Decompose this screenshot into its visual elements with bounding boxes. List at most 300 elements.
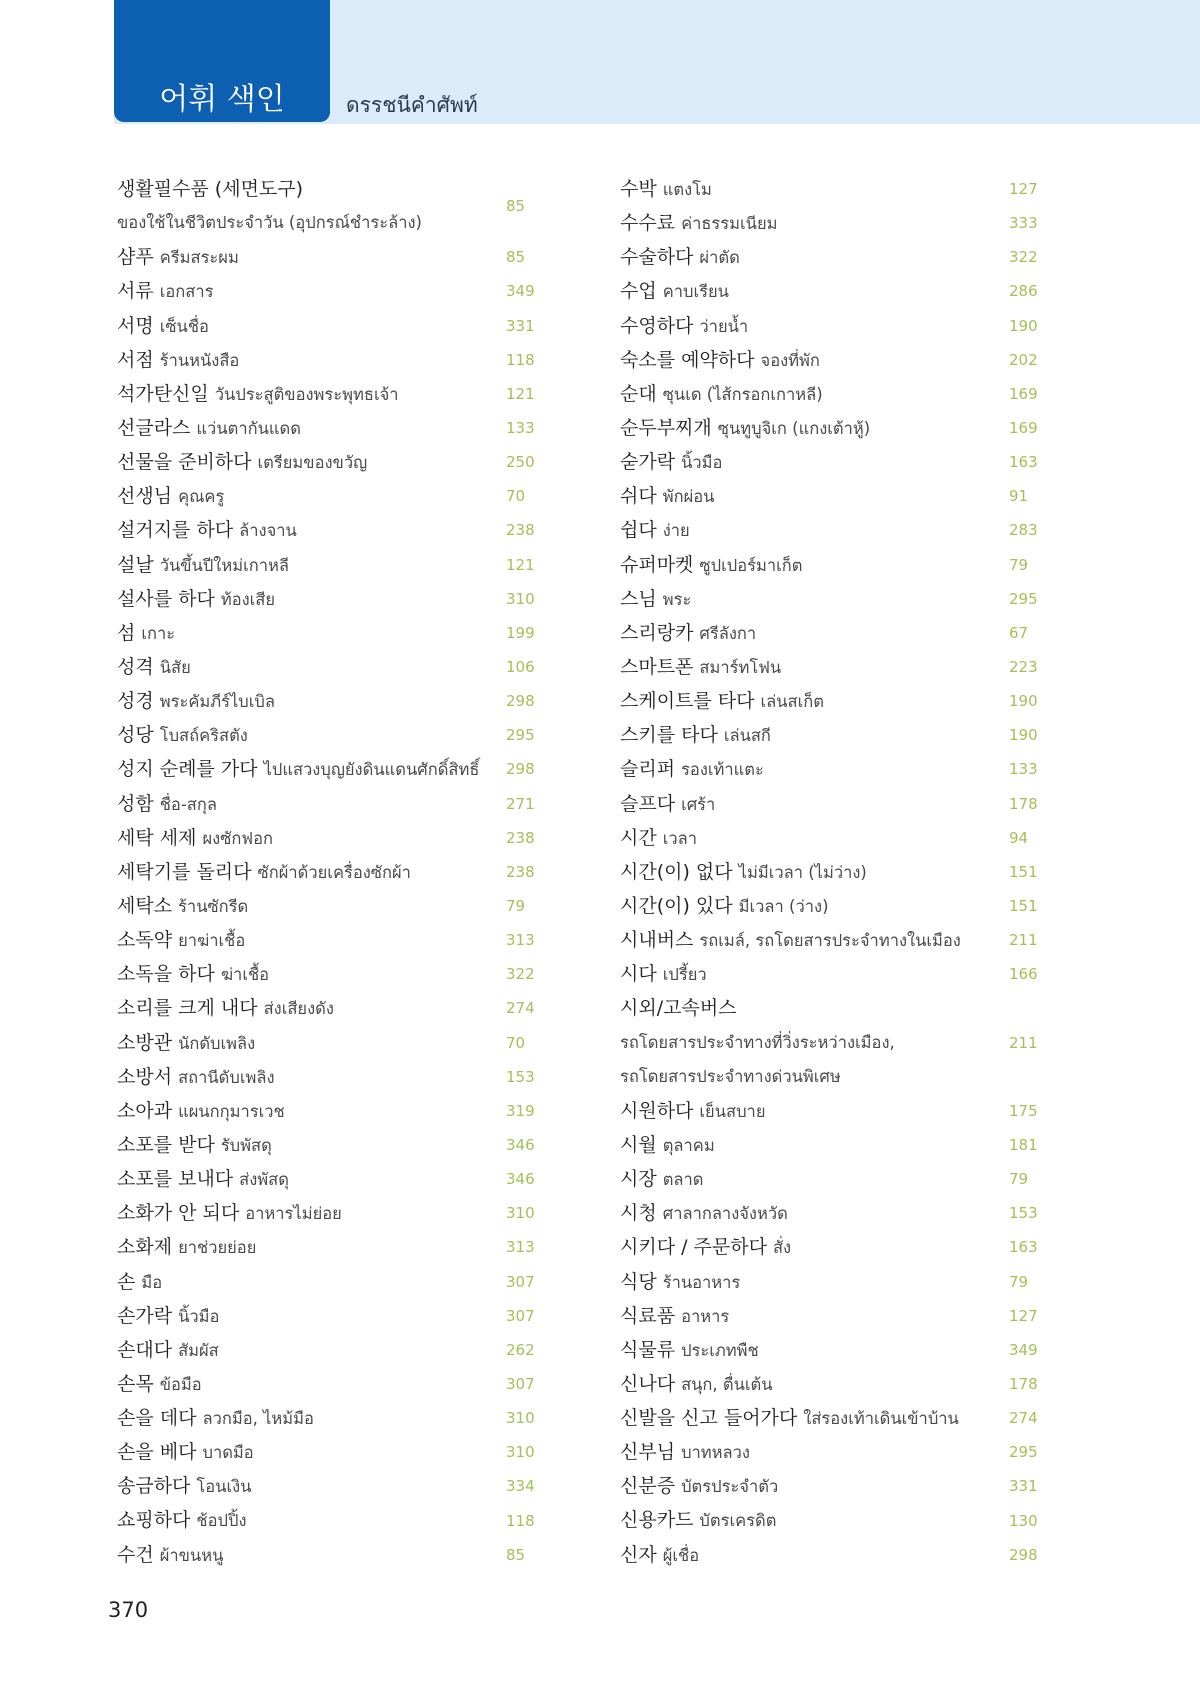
thai-translation: บัตรประจำตัว — [681, 1477, 779, 1497]
thai-translation: ศาลากลางจังหวัด — [662, 1204, 788, 1224]
korean-term: 소리를 크게 내다 — [117, 997, 258, 1020]
page-reference: 163 — [1009, 1238, 1038, 1257]
thai-translation: เศร้า — [681, 794, 716, 814]
entry-term — [117, 1435, 506, 1469]
entry-term — [620, 411, 1009, 445]
page-reference: 118 — [506, 1511, 535, 1530]
entry-term — [117, 240, 506, 274]
page-reference: 202 — [1009, 350, 1038, 369]
korean-term: 선생님 — [117, 485, 173, 508]
entry-line — [117, 1094, 506, 1128]
entry-term — [117, 172, 506, 240]
entry-line — [117, 889, 506, 923]
thai-translation: เซ็นชื่อ — [159, 316, 209, 336]
index-entry — [117, 1196, 557, 1230]
thai-translation: นักดับเพลิง — [178, 1033, 256, 1053]
thai-translation: วันประสูติของพระพุทธเจ้า — [214, 384, 399, 404]
thai-translation: ส่งพัสดุ — [239, 1170, 289, 1190]
thai-translation: จองที่พัก — [760, 350, 820, 370]
index-entry — [117, 1026, 557, 1060]
page-reference: 190 — [1009, 726, 1038, 745]
page-reference: 121 — [506, 384, 535, 403]
korean-term: 세탁소 — [117, 894, 173, 917]
korean-term: 손 — [117, 1270, 136, 1293]
index-entry — [620, 309, 1060, 343]
index-entry — [117, 377, 557, 411]
entry-term — [620, 343, 1009, 377]
korean-term: 시월 — [620, 1133, 657, 1156]
index-entry — [620, 513, 1060, 547]
korean-term: 수업 — [620, 280, 657, 303]
korean-term: 소아과 — [117, 1099, 173, 1122]
korean-term: 소화가 안 되다 — [117, 1202, 240, 1225]
entry-line — [620, 1060, 1009, 1094]
entry-line — [620, 650, 1009, 684]
entry-term — [620, 1333, 1009, 1367]
page-reference: 85 — [506, 197, 526, 216]
entry-line — [620, 1469, 1009, 1503]
page-reference: 274 — [506, 999, 535, 1018]
korean-term: 손을 베다 — [117, 1441, 197, 1464]
thai-translation: คาบเรียน — [662, 282, 729, 302]
entry-term — [620, 991, 1009, 1093]
page-reference: 331 — [1009, 1477, 1038, 1496]
entry-term — [117, 479, 506, 513]
entry-line — [117, 206, 506, 240]
index-entry — [620, 1503, 1060, 1537]
entry-term — [117, 1265, 506, 1299]
entry-term — [117, 991, 506, 1025]
korean-term: 슈퍼마켓 — [620, 553, 694, 576]
entry-term — [620, 1265, 1009, 1299]
korean-term: 시청 — [620, 1202, 657, 1225]
index-entry — [117, 1333, 557, 1367]
entry-line — [620, 172, 1009, 206]
index-entry — [117, 821, 557, 855]
page-reference: 333 — [1009, 214, 1038, 233]
korean-term: 설거지를 하다 — [117, 519, 234, 542]
entry-line — [117, 445, 506, 479]
korean-term: 시키다 / 주문하다 — [620, 1236, 767, 1259]
thai-translation: ใส่รองเท้าเดินเข้าบ้าน — [803, 1409, 959, 1429]
section-title: 어휘 색인 — [159, 82, 285, 117]
korean-term: 손목 — [117, 1372, 154, 1395]
index-entry — [117, 957, 557, 991]
entry-term — [620, 513, 1009, 547]
page-reference: 295 — [1009, 589, 1038, 608]
korean-term: 스리랑카 — [620, 621, 694, 644]
entry-line — [117, 343, 506, 377]
entry-term — [117, 1401, 506, 1435]
korean-term: 수수료 — [620, 212, 676, 235]
entry-line — [620, 787, 1009, 821]
index-entry — [117, 1538, 557, 1572]
page-reference: 153 — [506, 1067, 535, 1086]
entry-line — [620, 1162, 1009, 1196]
page-reference: 238 — [506, 521, 535, 540]
entry-term — [620, 582, 1009, 616]
korean-term: 샴푸 — [117, 246, 154, 269]
entry-term — [117, 1128, 506, 1162]
korean-term: 신부님 — [620, 1441, 676, 1464]
thai-translation: ค่าธรรมเนียม — [681, 214, 778, 234]
thai-translation: สถานีดับเพลิง — [178, 1067, 275, 1087]
index-entry — [620, 1230, 1060, 1264]
entry-line — [620, 821, 1009, 855]
entry-line — [117, 1162, 506, 1196]
index-entry — [117, 343, 557, 377]
korean-term: 성함 — [117, 792, 154, 815]
thai-translation: ซุนทูบูจิเก (แกงเต้าหู้) — [717, 418, 871, 438]
thai-translation: รถเมล์, รถโดยสารประจำทางในเมือง — [699, 931, 961, 951]
entry-line — [620, 889, 1009, 923]
thai-translation: เย็นสบาย — [699, 1101, 766, 1121]
entry-term — [117, 377, 506, 411]
entry-term — [620, 1299, 1009, 1333]
thai-translation: เกาะ — [141, 623, 176, 643]
korean-term: 쉬다 — [620, 485, 657, 508]
korean-term: 쉽다 — [620, 519, 657, 542]
entry-line — [117, 650, 506, 684]
korean-term: 순두부찌개 — [620, 416, 712, 439]
entry-term — [620, 172, 1009, 206]
entry-term — [117, 889, 506, 923]
index-entry — [117, 274, 557, 308]
entry-term — [620, 548, 1009, 582]
korean-term: 숟가락 — [620, 451, 676, 474]
entry-term — [620, 855, 1009, 889]
korean-term: 선글라스 — [117, 416, 191, 439]
index-entry — [117, 1060, 557, 1094]
thai-translation: บาทหลวง — [681, 1443, 750, 1463]
korean-term: 신용카드 — [620, 1509, 694, 1532]
entry-line — [117, 787, 506, 821]
korean-term: 소방관 — [117, 1031, 173, 1054]
entry-term — [620, 377, 1009, 411]
index-entry — [620, 650, 1060, 684]
thai-translation: เล่นสเก็ต — [760, 692, 824, 712]
entry-line — [117, 479, 506, 513]
entry-term — [620, 752, 1009, 786]
entry-line — [620, 479, 1009, 513]
korean-term: 시원하다 — [620, 1099, 694, 1122]
entry-line — [620, 1196, 1009, 1230]
entry-term — [117, 274, 506, 308]
page-reference: 70 — [506, 1033, 526, 1052]
index-entry — [620, 172, 1060, 206]
index-entry — [620, 923, 1060, 957]
page-reference: 274 — [1009, 1409, 1038, 1428]
korean-term: 식물류 — [620, 1338, 676, 1361]
entry-term — [620, 309, 1009, 343]
korean-term: 성지 순례를 가다 — [117, 758, 258, 781]
entry-term — [620, 206, 1009, 240]
entry-line — [620, 411, 1009, 445]
index-entry — [117, 1265, 557, 1299]
entry-term — [117, 616, 506, 650]
entry-term — [620, 1435, 1009, 1469]
entry-term — [117, 513, 506, 547]
entry-line — [620, 309, 1009, 343]
entry-term — [117, 957, 506, 991]
index-entry — [620, 548, 1060, 582]
korean-term: 시외/고속버스 — [620, 997, 737, 1020]
index-entry — [117, 650, 557, 684]
index-entry — [620, 1367, 1060, 1401]
entry-term — [117, 1333, 506, 1367]
thai-translation: บัตรเครดิต — [699, 1511, 777, 1531]
thai-translation: โบสถ์คริสตัง — [159, 726, 248, 746]
entry-line — [620, 752, 1009, 786]
entry-line — [117, 240, 506, 274]
korean-term: 설날 — [117, 553, 154, 576]
korean-term: 시간(이) 없다 — [620, 860, 733, 883]
thai-translation: ยาฆ่าเชื้อ — [178, 931, 246, 951]
entry-term — [117, 1503, 506, 1537]
entry-term — [620, 1503, 1009, 1537]
entry-term — [620, 1538, 1009, 1572]
entry-line — [117, 377, 506, 411]
index-entry — [117, 889, 557, 923]
page-reference: 79 — [1009, 1170, 1029, 1189]
page-reference: 166 — [1009, 965, 1038, 984]
entry-line — [620, 1503, 1009, 1537]
korean-term: 성경 — [117, 690, 154, 713]
index-entry — [620, 684, 1060, 718]
korean-term: 섬 — [117, 621, 136, 644]
entry-line — [117, 855, 506, 889]
korean-term: 손대다 — [117, 1338, 173, 1361]
thai-translation: ร้านหนังสือ — [159, 350, 240, 370]
thai-translation: วันขึ้นปีใหม่เกาหลี — [159, 555, 289, 575]
thai-translation: เล่นสกี — [723, 726, 771, 746]
page-reference: 238 — [506, 828, 535, 847]
korean-term: 소독약 — [117, 929, 173, 952]
page-reference: 295 — [506, 726, 535, 745]
page-reference: 153 — [1009, 1204, 1038, 1223]
entry-line — [117, 411, 506, 445]
entry-term — [620, 274, 1009, 308]
thai-translation: ท้องเสีย — [220, 589, 276, 609]
entry-line — [117, 1401, 506, 1435]
index-entry — [620, 616, 1060, 650]
entry-line — [620, 1299, 1009, 1333]
page-reference: 106 — [506, 658, 535, 677]
thai-translation: ลวกมือ, ไหม้มือ — [202, 1409, 314, 1429]
page-reference: 310 — [506, 589, 535, 608]
korean-term: 숙소를 예약하다 — [620, 348, 755, 371]
page-reference: 85 — [506, 248, 526, 267]
page-reference: 85 — [506, 1545, 526, 1564]
index-column-right — [620, 172, 1060, 1572]
page-reference: 322 — [1009, 248, 1038, 267]
thai-translation: เอกสาร — [159, 282, 214, 302]
index-entry — [117, 172, 557, 240]
korean-term: 설사를 하다 — [117, 587, 215, 610]
entry-line — [620, 548, 1009, 582]
index-entry — [620, 1538, 1060, 1572]
thai-translation: พระคัมภีร์ไบเบิล — [159, 692, 275, 712]
korean-term: 시다 — [620, 963, 657, 986]
index-entry — [620, 377, 1060, 411]
thai-translation: ซุนเด (ไส้กรอกเกาหลี) — [662, 384, 823, 404]
thai-translation: ชื่อ-สกุล — [159, 794, 217, 814]
entry-line — [620, 343, 1009, 377]
entry-line — [117, 1469, 506, 1503]
korean-term: 수건 — [117, 1543, 154, 1566]
entry-line — [117, 1128, 506, 1162]
thai-translation: ง่าย — [662, 521, 690, 541]
entry-term — [117, 1469, 506, 1503]
page-reference: 295 — [1009, 1443, 1038, 1462]
korean-term: 시간 — [620, 826, 657, 849]
entry-term — [620, 479, 1009, 513]
korean-term: 손가락 — [117, 1304, 173, 1327]
thai-translation: ไม่มีเวลา (ไม่ว่าง) — [738, 862, 867, 882]
entry-line — [620, 684, 1009, 718]
entry-term — [620, 1367, 1009, 1401]
index-entry — [620, 1094, 1060, 1128]
index-entry — [117, 991, 557, 1025]
entry-line — [117, 752, 506, 786]
index-entry — [117, 923, 557, 957]
korean-term: 수술하다 — [620, 246, 694, 269]
entry-line — [117, 1196, 506, 1230]
entry-term — [620, 684, 1009, 718]
entry-line — [620, 1265, 1009, 1299]
thai-translation: พระ — [662, 589, 692, 609]
entry-line — [620, 1230, 1009, 1264]
entry-line — [117, 1503, 506, 1537]
thai-translation: ครีมสระผม — [159, 248, 239, 268]
index-column-left — [117, 172, 557, 1572]
index-entry — [117, 718, 557, 752]
thai-translation: ศรีลังกา — [699, 623, 757, 643]
index-entry — [117, 1367, 557, 1401]
page-reference: 190 — [1009, 316, 1038, 335]
entry-line — [117, 1367, 506, 1401]
index-entry — [117, 1128, 557, 1162]
index-entry — [117, 445, 557, 479]
index-entry — [620, 1435, 1060, 1469]
page-reference: 127 — [1009, 1306, 1038, 1325]
korean-term: 성당 — [117, 724, 154, 747]
index-entry — [117, 582, 557, 616]
entry-term — [620, 923, 1009, 957]
thai-translation: รองเท้าแตะ — [681, 760, 764, 780]
index-entry — [117, 1230, 557, 1264]
thai-translation: นิ้วมือ — [178, 1306, 220, 1326]
page-reference: 307 — [506, 1272, 535, 1291]
thai-translation: ผ่าตัด — [699, 248, 740, 268]
page-reference: 91 — [1009, 487, 1029, 506]
index-entry — [117, 1469, 557, 1503]
korean-term: 석가탄신일 — [117, 382, 209, 405]
entry-term — [117, 787, 506, 821]
entry-line — [117, 274, 506, 308]
index-entry — [117, 855, 557, 889]
index-entry — [117, 513, 557, 547]
page-reference: 133 — [506, 419, 535, 438]
index-entry — [117, 1503, 557, 1537]
page-reference: 349 — [1009, 1340, 1038, 1359]
korean-term: 스케이트를 타다 — [620, 690, 755, 713]
page-reference: 79 — [1009, 555, 1029, 574]
entry-term — [117, 1060, 506, 1094]
entry-term — [117, 1299, 506, 1333]
index-entry — [117, 787, 557, 821]
section-subtitle: ดรรชนีคำศัพท์ — [346, 93, 478, 117]
page-reference: 313 — [506, 931, 535, 950]
entry-line — [117, 1265, 506, 1299]
entry-line — [117, 957, 506, 991]
entry-term — [117, 684, 506, 718]
thai-translation: ยาช่วยย่อย — [178, 1238, 257, 1258]
page-reference: 271 — [506, 794, 535, 813]
page-reference: 283 — [1009, 521, 1038, 540]
index-entry — [620, 206, 1060, 240]
page-reference: 151 — [1009, 897, 1038, 916]
entry-term — [620, 240, 1009, 274]
thai-translation: ผ้าขนหนู — [159, 1545, 224, 1565]
index-entry — [620, 957, 1060, 991]
page-reference: 319 — [506, 1101, 535, 1120]
korean-term: 스마트폰 — [620, 655, 694, 678]
page-reference: 262 — [506, 1340, 535, 1359]
index-entry — [620, 1265, 1060, 1299]
korean-term: 시내버스 — [620, 929, 694, 952]
page-reference: 211 — [1009, 931, 1038, 950]
entry-line — [620, 616, 1009, 650]
entry-line — [117, 309, 506, 343]
entry-line — [620, 1026, 1009, 1060]
page-reference: 67 — [1009, 623, 1029, 642]
page-reference: 307 — [506, 1374, 535, 1393]
page-reference: 163 — [1009, 453, 1038, 472]
page-reference: 307 — [506, 1306, 535, 1325]
entry-line — [117, 1538, 506, 1572]
index-entry — [620, 787, 1060, 821]
korean-term: 슬프다 — [620, 792, 676, 815]
thai-translation: ร้านซักรีด — [178, 896, 249, 916]
thai-translation: เปรี้ยว — [662, 965, 707, 985]
entry-line — [117, 1060, 506, 1094]
thai-translation: ร้านอาหาร — [662, 1272, 741, 1292]
korean-term: 세탁기를 돌리다 — [117, 860, 252, 883]
entry-term — [620, 1162, 1009, 1196]
index-entry — [620, 1162, 1060, 1196]
entry-line — [620, 1401, 1009, 1435]
index-entry — [620, 821, 1060, 855]
entry-term — [117, 821, 506, 855]
page-reference: 298 — [506, 692, 535, 711]
index-entry — [620, 1128, 1060, 1162]
page-reference: 169 — [1009, 384, 1038, 403]
page-reference: 238 — [506, 862, 535, 881]
entry-term — [117, 1162, 506, 1196]
entry-line — [117, 1333, 506, 1367]
page-reference: 310 — [506, 1204, 535, 1223]
entry-term — [620, 616, 1009, 650]
index-entry — [117, 240, 557, 274]
page-reference: 331 — [506, 316, 535, 335]
thai-translation: โอนเงิน — [196, 1477, 252, 1497]
page-reference: 133 — [1009, 760, 1038, 779]
thai-translation: ซูปเปอร์มาเก็ต — [699, 555, 803, 575]
korean-term: 송금하다 — [117, 1475, 191, 1498]
index-entry — [117, 479, 557, 513]
entry-line — [620, 957, 1009, 991]
